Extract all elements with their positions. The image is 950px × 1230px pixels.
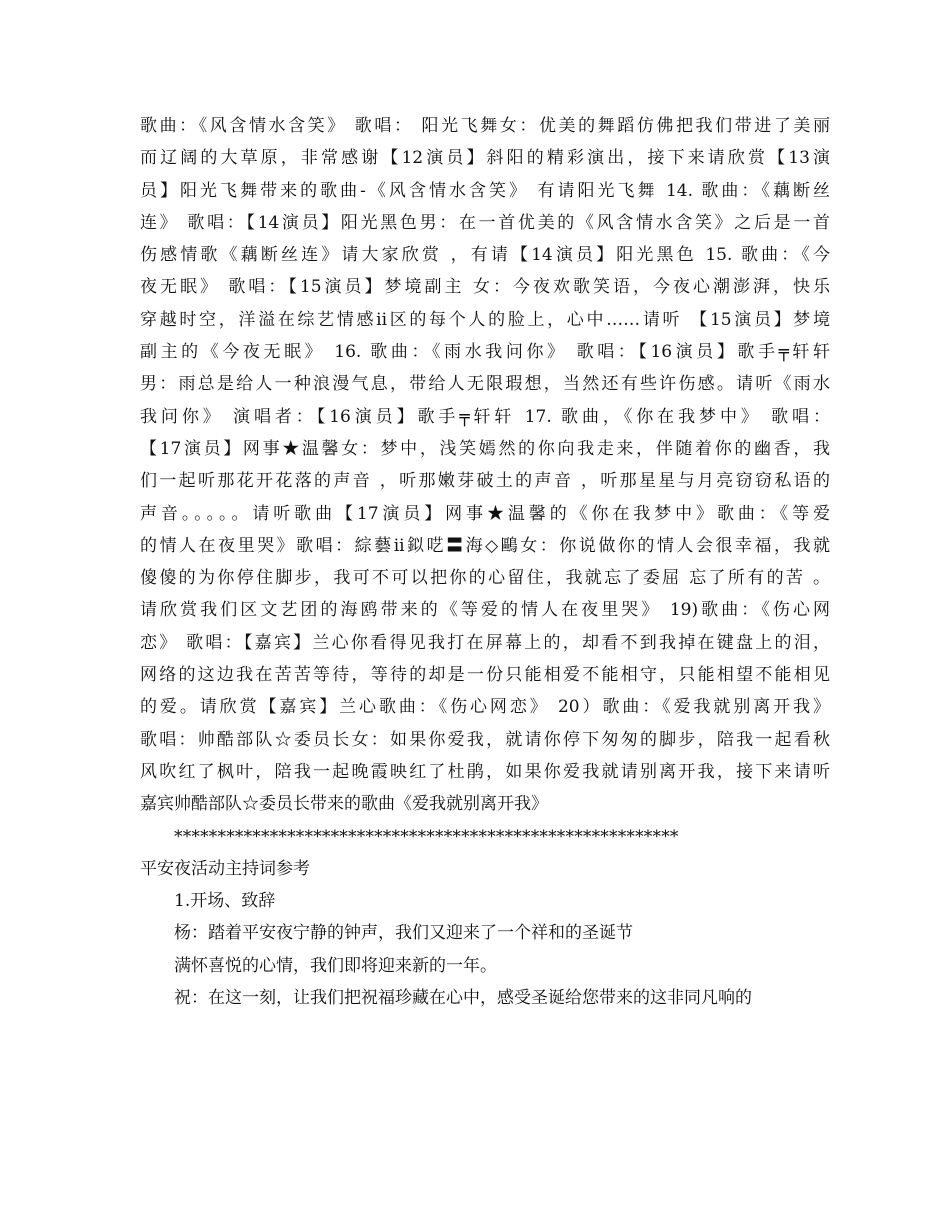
paragraph-line: 歌曲：《风含情水含笑》 歌唱： 阳光飞舞女：优美的舞蹈仿佛把我们带进了美丽	[140, 116, 830, 136]
paragraph-line: 傻傻的为你停住脚步，我可不可以把你的心留住，我就忘了委屈 忘了所有的苦 。	[140, 568, 830, 589]
paragraph-line: 而辽阔的大草原，非常感谢【12演员】斜阳的精彩演出，接下来请欣赏【13演	[140, 148, 830, 169]
paragraph-line: 嘉宾帅酷部队☆委员长带来的歌曲《爱我就别离开我》	[140, 794, 548, 815]
paragraph-line: 的爱。请欣赏【嘉宾】兰心歌曲：《伤心网恋》 20）歌曲：《爱我就别离开我》	[140, 697, 830, 718]
paragraph-line: 穿越时空，洋溢在综艺情感ii区的每个人的脸上，心中……请听 【15演员】梦境	[140, 309, 830, 330]
section-title: 平安夜活动主持词参考	[140, 858, 310, 879]
paragraph-line: 恋》 歌唱：【嘉宾】兰心你看得见我打在屏幕上的，却看不到我掉在键盘上的泪，	[140, 632, 830, 653]
paragraph-line: 风吹红了枫叶，陪我一起晚霞映红了杜鹃，如果你爱我就请别离开我，接下来请听	[140, 761, 830, 782]
paragraph-line: 请欣赏我们区文艺团的海鸥带来的《等爱的情人在夜里哭》 19)歌曲：《伤心网	[140, 600, 830, 621]
paragraph-line: 副主的《今夜无眠》 16. 歌曲：《雨水我问你》 歌唱：【16演员】歌手╤轩轩	[140, 342, 830, 363]
program-paragraph	[140, 110, 830, 821]
paragraph-line: 歌唱：帅酷部队☆委员长女：如果你爱我，就请你停下匆匆的脚步，陪我一起看秋	[140, 729, 830, 750]
host-line-continued: 满怀喜悦的心情，我们即将迎来新的一年。	[174, 955, 497, 976]
separator-line: **********************************************************	[174, 826, 679, 847]
list-item-opening: 1.开场、致辞	[174, 891, 276, 912]
paragraph-line: 员】阳光飞舞带来的歌曲-《风含情水含笑》 有请阳光飞舞 14. 歌曲：《藕断丝	[140, 180, 830, 201]
document-body	[140, 110, 830, 1014]
paragraph-line: 伤感情歌《藕断丝连》请大家欣赏 ，有请【14演员】阳光黑色 15. 歌曲：《今	[140, 245, 830, 266]
paragraph-line: 夜无眠》 歌唱：【15演员】梦境副主 女：今夜欢歌笑语，今夜心潮澎湃，快乐	[140, 277, 830, 298]
paragraph-line: 男：雨总是给人一种浪漫气息，带给人无限瑕想，当然还有些许伤感。请听《雨水	[140, 374, 830, 395]
paragraph-line: 声音。。。。。请听歌曲【17演员】网事★温馨的《你在我梦中》歌曲：《等爱	[140, 503, 830, 524]
host-line-zhu: 祝：在这一刻，让我们把祝福珍藏在心中，感受圣诞给您带来的这非同凡响的	[174, 988, 752, 1009]
paragraph-line: 的情人在夜里哭》歌唱：綜藝ii鉯呓〓海◇鷗女：你说做你的情人会很幸福，我就	[140, 535, 830, 556]
paragraph-line: 我问你》 演唱者：【16演员】歌手╤轩轩 17. 歌曲，《你在我梦中》 歌唱：	[140, 406, 830, 427]
host-line-yang: 杨：踏着平安夜宁静的钟声，我们又迎来了一个祥和的圣诞节	[174, 923, 633, 944]
paragraph-line: 网络的这边我在苦苦等待，等待的却是一份只能相爱不能相守，只能相望不能相见	[140, 665, 830, 686]
paragraph-line: 连》 歌唱：【14演员】阳光黑色男：在一首优美的《风含情水含笑》之后是一首	[140, 212, 830, 233]
paragraph-line: 们一起听那花开花落的声音 ，听那嫩芽破土的声音 ，听那星星与月亮窃窃私语的	[140, 471, 830, 492]
paragraph-line: 【17演员】网事★温馨女：梦中，浅笑嫣然的你向我走来，伴随着你的幽香，我	[140, 438, 830, 459]
